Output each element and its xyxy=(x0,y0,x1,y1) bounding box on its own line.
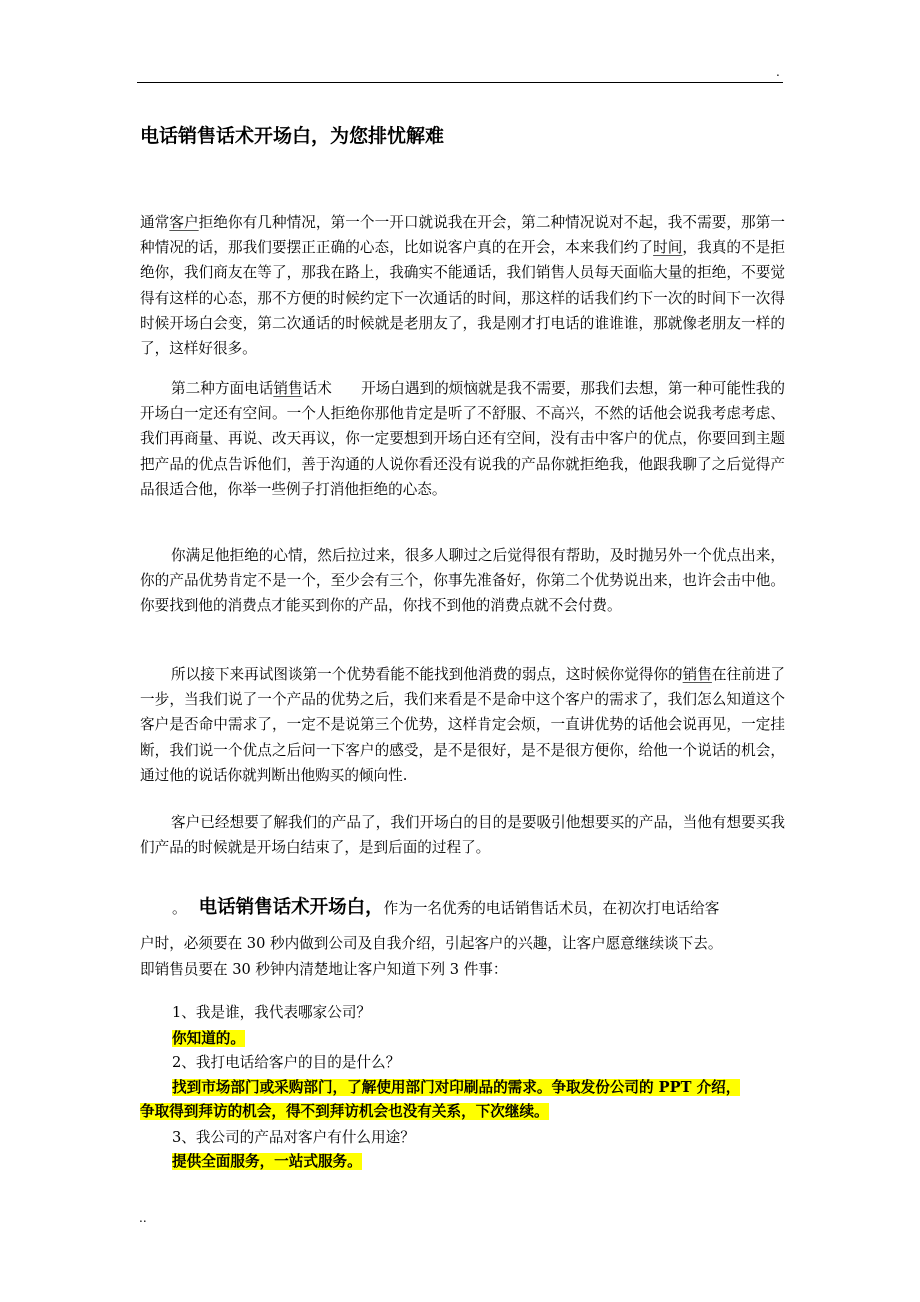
paragraph-5: 客户已经想要了解我们的产品了，我们开场白的目的是要吸引他想要买的产品，当他有想要买我们产品的时候就是开场白结束了，是到后面的过程了。 xyxy=(140,814,785,857)
p4-text-a: 所以接下来再试图谈第一个优势看能不能找到他消费的弱点，这时候你觉得你的 xyxy=(171,666,683,683)
list-item-answer-cont xyxy=(140,1100,549,1123)
header-rule xyxy=(137,82,783,83)
sales-link-2[interactable]: 销售 xyxy=(682,666,712,683)
list-item-answer xyxy=(172,1150,362,1173)
section-line-1: 作为一名优秀的电话销售话术员，在初次打电话给客 xyxy=(383,900,720,917)
list-item-answer xyxy=(172,1076,740,1099)
section-line-3: 即销售员要在 30 秒钟内清楚地让客户知道下列 3 件事： xyxy=(140,961,508,978)
p2-text-a: 第二种方面电话 xyxy=(171,380,274,397)
sales-link[interactable]: 销售 xyxy=(273,380,303,397)
p4-text-b: 在往前进了一步，当我们说了一个产品的优势之后，我们来看是不是命中这个客户的需求了，我们怎么知道这个客户是否命中需求了，一定不是说第三个优势，这样肯定会烦，一直讲优势的话他会说再见，一定挂断，我们说一个优点之后问一下客户的感受，是不是很好，是不是很方便你，给他一个说话的机会，通过他的说话你就判断出他购买的倾向性. xyxy=(140,666,785,784)
p1-text-a: 通常 xyxy=(140,214,170,231)
section-heading: 电话销售话术开场白， xyxy=(198,897,384,918)
section-line-2: 户时，必须要在 30 秒内做到公司及自我介绍，引起客户的兴趣，让客户愿意继续谈下去。 xyxy=(140,935,723,952)
highlighted-answer: 找到市场部门或采购部门，了解使用部门对印刷品的需求。争取发份公司的 PPT 介绍， xyxy=(172,1079,741,1096)
page-title: 电话销售话术开场白，为您排忧解难 xyxy=(140,125,445,147)
customer-link[interactable]: 客户 xyxy=(169,214,199,231)
highlighted-answer: 你知道的。 xyxy=(172,1030,245,1047)
paragraph-4 xyxy=(140,662,785,788)
p1-text-c: ，我真的不是拒绝你，我们商友在等了，那我在路上，我确实不能通话，我们销售人员每天面临大量的拒绝，不要觉得有这样的心态，那不方便的时候约定下一次通话的时间，那这样的话我们约下一次的时间下一次得时候开场白会变，第二次通话的时候就是老朋友了，我是刚才打电话的谁谁谁，那就像老朋友一样的了，这样好很多。 xyxy=(140,239,785,358)
section-heading-line xyxy=(140,894,790,923)
paragraph-3: 你满足他拒绝的心情，然后拉过来，很多人聊过之后觉得很有帮助，及时抛另外一个优点出来，你的产品优势肯定不是一个，至少会有三个，你事先准备好，你第二个优势说出来，也许会击中他。你要找到他的消费点才能买到你的产品，你找不到他的消费点就不会付费。 xyxy=(140,547,785,615)
paragraph-1 xyxy=(140,210,785,361)
list-item-answer xyxy=(172,1027,245,1050)
p2-text-b: 话术 开场白遇到的烦恼就是我不需要，那我们去想，第一种可能性我的开场白一定还有空间。一个人拒绝你那他肯定是听了不舒服、不高兴，不然的话他会说我考虑考虑、我们再商量、再说、改天再议，你一定要想到开场白还有空间，没有击中客户的优点，你要回到主题把产品的优点告诉他们，善于沟通的人说你看还没有说我的产品你就拒绝我，他跟我聊了之后觉得产品很适合他，你举一些例子打消他拒绝的心态。 xyxy=(140,380,785,498)
list-item-question: 2、我打电话给客户的目的是什么？ xyxy=(172,1054,401,1071)
p1-text-b: 拒绝你有几种情况，第一个一开口就说我在开会，第二种情况说对不起，我不需要，那第一种情况的话，那我们要摆正正确的心态，比如说客户真的在开会，本来我们约了 xyxy=(140,214,785,257)
header-dot: . xyxy=(776,65,780,79)
list-item-question: 1、我是谁，我代表哪家公司？ xyxy=(172,1004,372,1021)
list-item-question: 3、我公司的产品对客户有什么用途？ xyxy=(172,1129,415,1146)
highlighted-answer-cont: 争取得到拜访的机会，得不到拜访机会也没有关系，下次继续。 xyxy=(140,1103,549,1120)
footer-dots: .. xyxy=(139,1211,147,1225)
paragraph-2 xyxy=(140,376,785,502)
section-bullet: 。 xyxy=(172,900,187,917)
time-link[interactable]: 时间 xyxy=(653,239,683,257)
highlighted-answer: 提供全面服务，一站式服务。 xyxy=(172,1153,362,1170)
